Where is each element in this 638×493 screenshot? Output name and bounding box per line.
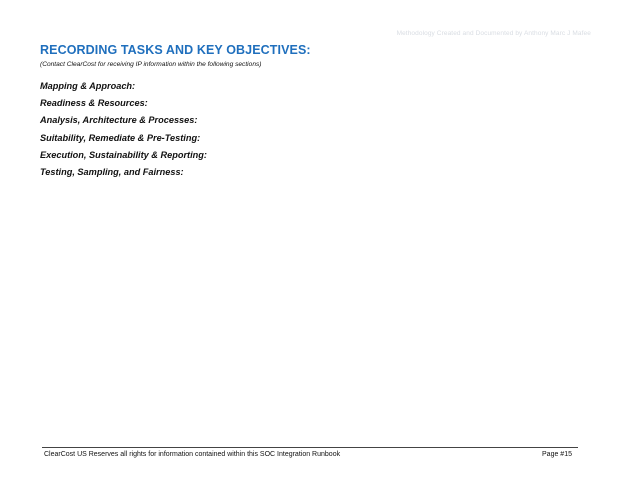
objective-item-execution: Execution, Sustainability & Reporting: <box>40 149 207 160</box>
section-title: RECORDING TASKS AND KEY OBJECTIVES: <box>40 43 311 57</box>
objective-list <box>40 78 207 181</box>
objective-item-mapping: Mapping & Approach: <box>40 81 136 91</box>
footer-rights-text: ClearCost US Reserves all rights for information contained within this SOC Integration Runbook <box>44 451 341 458</box>
footer-divider <box>42 447 578 448</box>
objective-item-testing: Testing, Sampling, and Fairness: <box>40 166 184 177</box>
header-watermark: Methodology Created and Documented by Anthony Marc J Mafee <box>396 30 591 37</box>
objective-item-analysis: Analysis, Architecture & Processes: <box>40 115 198 126</box>
objective-item-readiness: Readiness & Resources: <box>40 98 148 109</box>
section-note: (Contact ClearCost for receiving IP information within the following sections) <box>40 61 262 68</box>
page-number: Page #15 <box>542 451 572 458</box>
objective-item-suitability: Suitability, Remediate & Pre-Testing: <box>40 132 201 143</box>
